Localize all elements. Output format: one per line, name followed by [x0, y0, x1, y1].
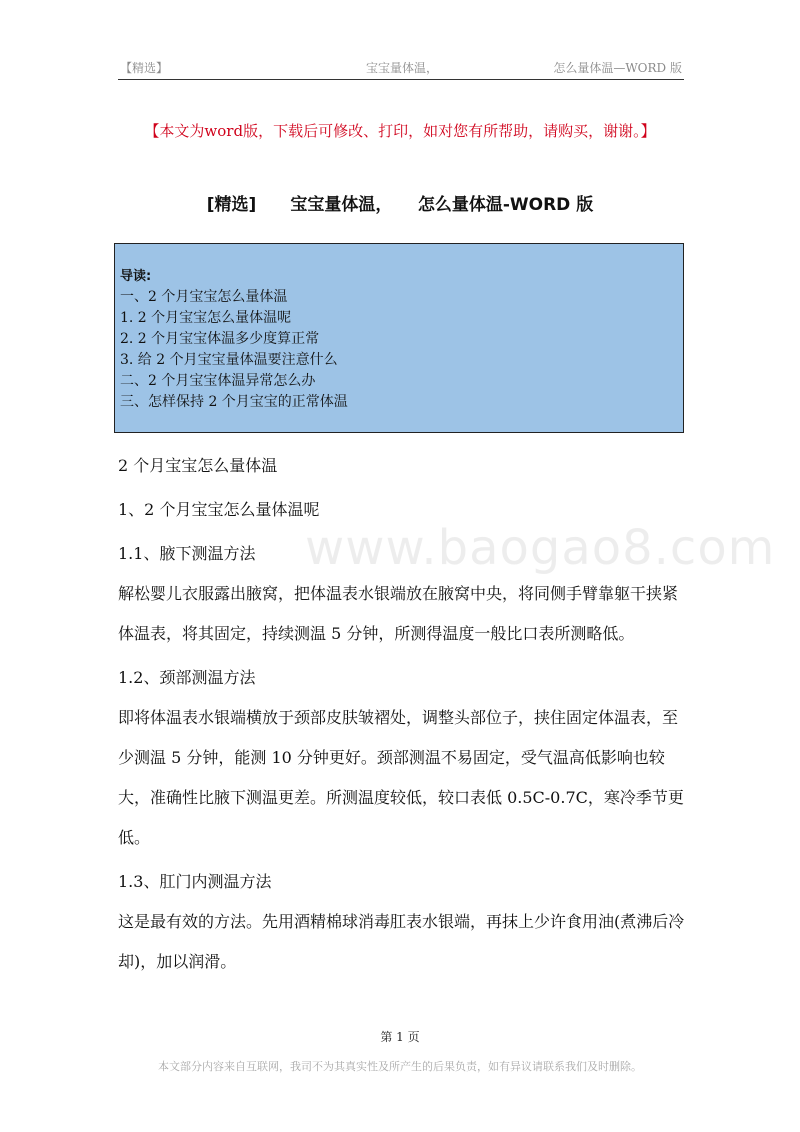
header-center-label: 宝宝量体温， — [366, 61, 439, 75]
guide-item: 一、2 个月宝宝怎么量体温 — [120, 289, 288, 305]
watermark: www.baogao8.com — [305, 520, 776, 576]
page-header — [118, 55, 684, 80]
subsection-heading: 1.2、颈部测温方法 — [118, 668, 256, 687]
header-left-label: 【精选】 — [120, 61, 169, 75]
header-right-label: 怎么量体温—WORD 版 — [553, 61, 682, 75]
paragraph: 这是最有效的方法。先用酒精棉球消毒肛表水银端，再抹上少许食用油(煮沸后冷却)，加以润滑。 — [118, 912, 685, 971]
section-heading: 1、2 个月宝宝怎么量体温呢 — [118, 500, 320, 519]
guide-item: 三、怎样保持 2 个月宝宝的正常体温 — [120, 394, 348, 410]
guide-box — [114, 243, 684, 433]
paragraph: 解松婴儿衣服露出腋窝，把体温表水银端放在腋窝中央，将同侧手臂靠躯干挟紧体温表，将其固定，持续测温 5 分钟，所测得温度一般比口表所测略低。 — [118, 584, 679, 643]
page-number: 第 1 页 — [380, 1030, 420, 1044]
paragraph: 即将体温表水银端横放于颈部皮肤皱褶处，调整头部位子，挟住固定体温表，至少测温 5 分钟，能测 10 分钟更好。颈部测温不易固定，受气温高低影响也较大，准确性比腋下测温更差。所测温度较低，较口表低 0.5C-0.7C，寒冷季节更低。 — [118, 708, 684, 847]
guide-item: 3. 给 2 个月宝宝量体温要注意什么 — [120, 352, 338, 368]
guide-item: 2. 2 个月宝宝体温多少度算正常 — [120, 331, 320, 347]
section-heading: 2 个月宝宝怎么量体温 — [118, 456, 278, 475]
subsection-heading: 1.1、腋下测温方法 — [118, 544, 256, 563]
document-body — [118, 446, 692, 982]
subsection-heading: 1.3、肛门内测温方法 — [118, 872, 272, 891]
guide-label: 导读: — [120, 269, 152, 284]
footer-disclaimer: 本文部分内容来自互联网，我司不为其真实性及所产生的后果负责，如有异议请联系我们及时删除。 — [158, 1060, 642, 1073]
guide-item: 二、2 个月宝宝体温异常怎么办 — [120, 373, 316, 389]
guide-item: 1. 2 个月宝宝怎么量体温呢 — [120, 310, 292, 326]
purchase-notice: 【本文为word版，下载后可修改、打印，如对您有所帮助，请购买，谢谢。】 — [144, 122, 656, 140]
document-title: [精选] 宝宝量体温， 怎么量体温-WORD 版 — [206, 195, 594, 215]
